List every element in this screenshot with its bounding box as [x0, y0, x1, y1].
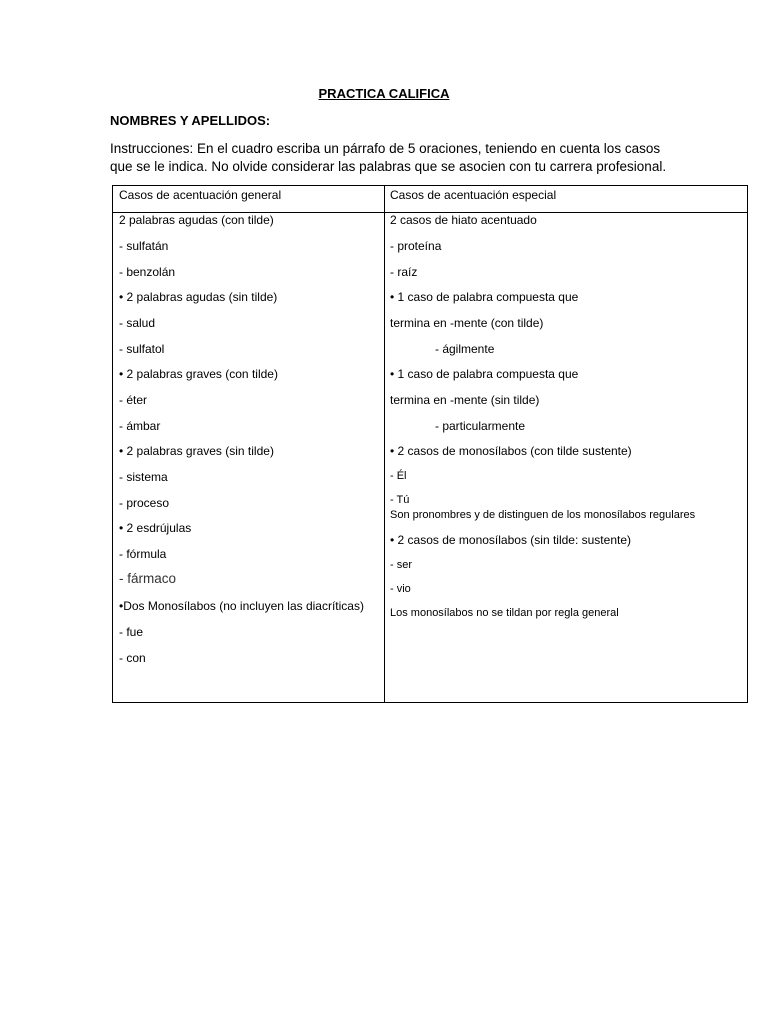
cell-line: Los monosílabos no se tildan por regla general [390, 607, 619, 619]
cell-line: 2 palabras agudas (con tilde) [119, 213, 274, 227]
cell-line: - sulfatán [119, 239, 169, 253]
header-special-cases: Casos de acentuación especial [390, 188, 557, 202]
cell-line: • 2 casos de monosílabos (sin tilde: sustente) [390, 533, 631, 547]
cell-line: 2 casos de hiato acentuado [390, 213, 537, 227]
cell-line: - raíz [390, 265, 418, 279]
cell-line: - vio [390, 583, 411, 595]
cell-line: - sistema [119, 470, 168, 484]
header-general-cases: Casos de acentuación general [119, 188, 282, 202]
cell-line: termina en -mente (con tilde) [390, 316, 544, 330]
cell-line: • 1 caso de palabra compuesta que [390, 367, 579, 381]
cell-line: - benzolán [119, 265, 176, 279]
cell-line: - proceso [119, 496, 170, 510]
cell-line: - proteína [390, 239, 442, 253]
cell-line: • 2 esdrújulas [119, 521, 192, 535]
document-title: PRACTICA CALIFICA [318, 86, 450, 101]
cell-line: • 2 palabras graves (sin tilde) [119, 444, 274, 458]
names-label: NOMBRES Y APELLIDOS: [110, 113, 271, 128]
instructions [110, 140, 670, 176]
cell-line: - Tú [390, 494, 410, 506]
instructions-line-1: Instrucciones: En el cuadro escriba un párrafo de 5 oraciones, teniendo en cuenta los casos [110, 141, 661, 156]
instructions-line-2: que se le indica. No olvide considerar las palabras que se asocien con tu carrera profesional. [110, 159, 667, 174]
cell-line: - ágilmente [435, 342, 495, 356]
cell-line: • 2 palabras agudas (sin tilde) [119, 290, 278, 304]
cell-line: •Dos Monosílabos (no incluyen las diacríticas) [119, 599, 364, 613]
cell-line: - ser [390, 559, 412, 571]
cell-line: • 1 caso de palabra compuesta que [390, 290, 579, 304]
cell-line: termina en -mente (sin tilde) [390, 393, 540, 407]
cell-line: - particularmente [435, 419, 526, 433]
cell-line: - fue [119, 625, 144, 639]
column-divider [384, 186, 385, 702]
accent-cases-table [112, 185, 748, 703]
cell-line: • 2 casos de monosílabos (con tilde sustente) [390, 444, 632, 458]
cell-line: - con [119, 651, 146, 665]
cell-line: - sulfatol [119, 342, 165, 356]
cell-line: - ámbar [119, 419, 161, 433]
cell-line: - Él [390, 470, 407, 482]
cell-line: - éter [119, 393, 148, 407]
cell-line: Son pronombres y de distinguen de los monosílabos regulares [390, 509, 696, 521]
cell-line: • 2 palabras graves (con tilde) [119, 367, 278, 381]
cell-line: - fórmula [119, 547, 167, 561]
cell-line: - fármaco [119, 571, 177, 586]
cell-line: - salud [119, 316, 156, 330]
